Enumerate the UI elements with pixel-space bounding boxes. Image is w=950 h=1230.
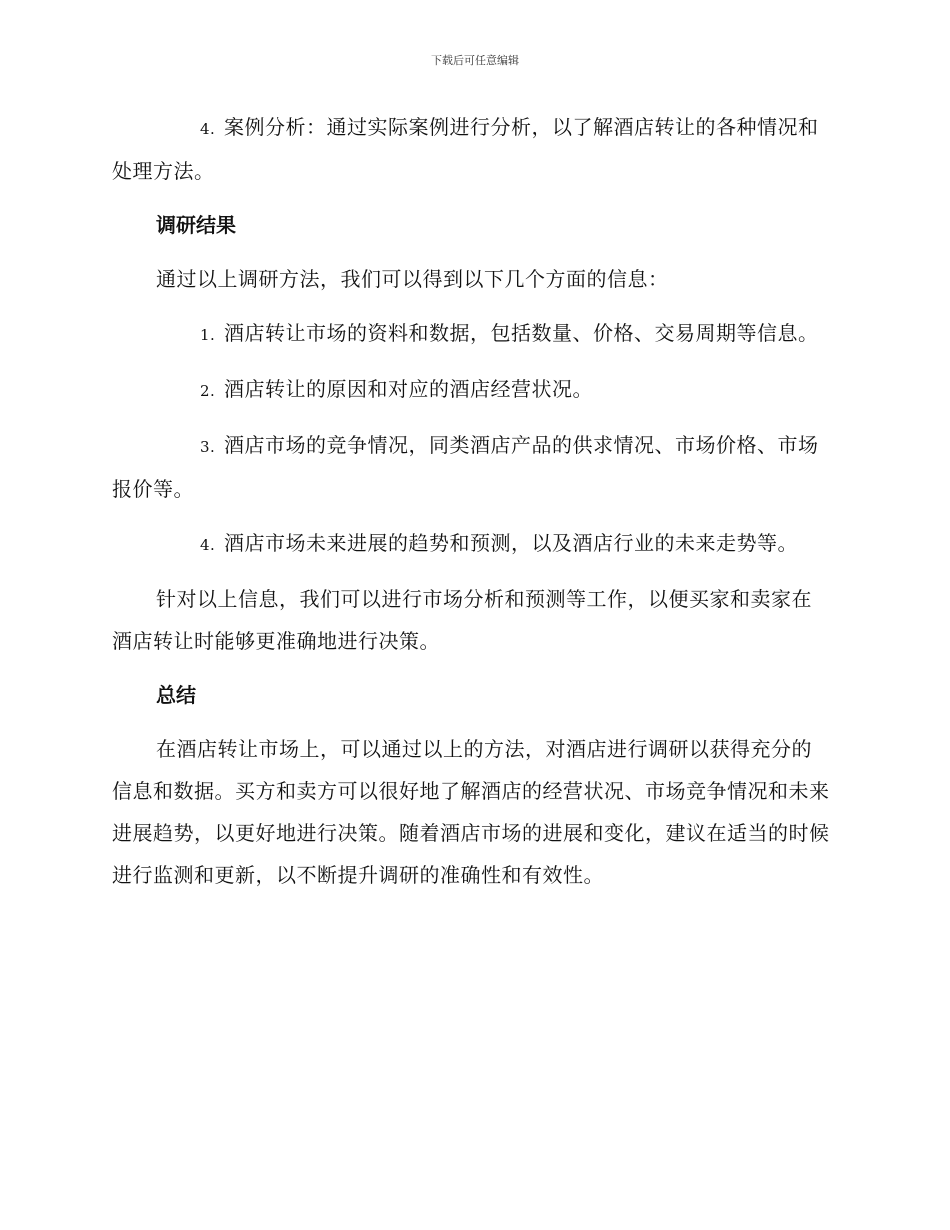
list-item-text: 案例分析：通过实际案例进行分析，以了解酒店转让的各种情况和处理方法。 <box>112 115 819 183</box>
page-header: 下载后可任意编辑 <box>431 54 519 67</box>
list-item-text: 酒店转让的原因和对应的酒店经营状况。 <box>224 377 593 401</box>
section-heading-summary: 总结 <box>156 683 196 707</box>
list-item-text: 酒店市场的竞争情况，同类酒店产品的供求情况、市场价格、市场报价等。 <box>112 433 819 501</box>
method-item-4 <box>112 106 832 192</box>
document-body <box>112 106 832 908</box>
results-item-1 <box>112 312 832 356</box>
list-number: 4. <box>200 536 216 554</box>
list-item-text: 酒店转让市场的资料和数据，包括数量、价格、交易周期等信息。 <box>224 321 819 345</box>
list-item-text: 酒店市场未来进展的趋势和预测，以及酒店行业的未来走势等。 <box>224 531 798 555</box>
results-item-3 <box>112 424 832 510</box>
list-number: 2. <box>200 382 216 400</box>
results-item-4 <box>112 522 832 566</box>
list-number: 3. <box>200 438 216 456</box>
results-intro: 通过以上调研方法，我们可以得到以下几个方面的信息： <box>156 267 669 291</box>
list-number: 1. <box>200 326 216 344</box>
results-conclusion: 针对以上信息，我们可以进行市场分析和预测等工作，以便买家和卖家在酒店转让时能够更准确地进行决策。 <box>112 587 812 653</box>
results-item-2 <box>112 368 832 412</box>
section-heading-results: 调研结果 <box>156 213 236 237</box>
list-number: 4. <box>200 120 216 138</box>
summary-paragraph: 在酒店转让市场上，可以通过以上的方法，对酒店进行调研以获得充分的信息和数据。买方和卖方可以很好地了解酒店的经营状况、市场竞争情况和未来进展趋势，以更好地进行决策。随着酒店市场的进展和变化，建议在适当的时候进行监测和更新，以不断提升调研的准确性和有效性。 <box>112 737 830 887</box>
